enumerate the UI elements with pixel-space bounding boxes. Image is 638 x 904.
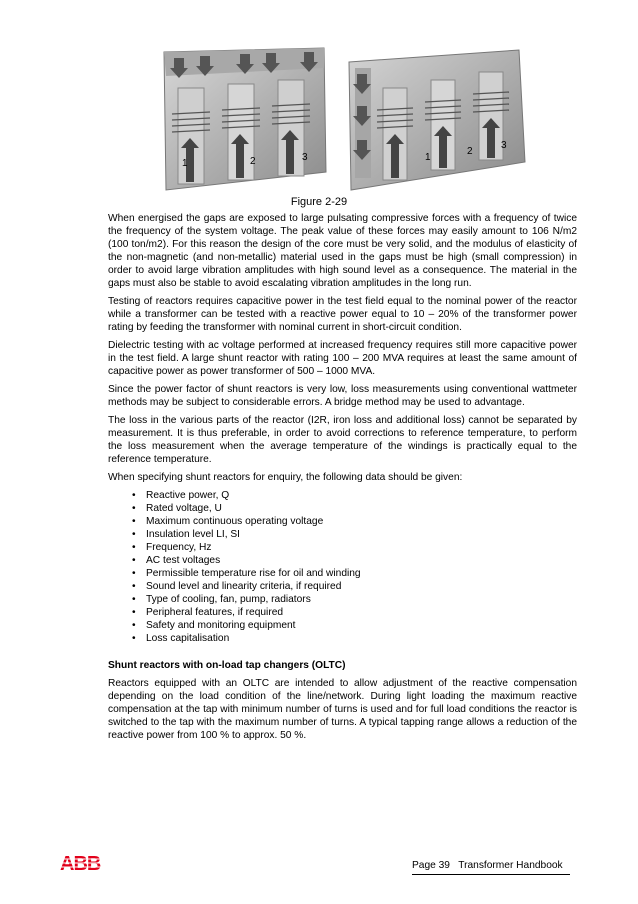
- list-item: • Permissible temperature rise for oil and winding: [146, 567, 577, 580]
- figure-right-label-3: 3: [501, 140, 507, 151]
- list-item: • Maximum continuous operating voltage: [146, 515, 577, 528]
- list-item: • Frequency, Hz: [146, 541, 577, 554]
- paragraph: Testing of reactors requires capacitive power in the test field equal to the nominal power of the reactor while a transformer can be tested with a reactive power equal to 10 – 20% of the transformer power rating by feeding the transformer with nominal current in short-circuit condition.: [108, 296, 577, 333]
- footer-underline: [412, 874, 570, 875]
- section-heading: Shunt reactors with on-load tap changers (OLTC): [108, 660, 346, 671]
- abb-logo-text: ABB: [60, 853, 101, 874]
- list-item: • Insulation level LI, SI: [146, 528, 577, 541]
- document-body: [108, 212, 577, 747]
- figure-caption: Figure 2-29: [290, 196, 348, 208]
- page-number-footer: Page 39 Transformer Handbook: [412, 860, 563, 871]
- paragraph: When specifying shunt reactors for enquiry, the following data should be given:: [108, 472, 463, 483]
- figure-left-label-2: 2: [250, 156, 256, 167]
- list-item: • Peripheral features, if required: [146, 606, 577, 619]
- abb-logo: [60, 852, 108, 874]
- paragraph: Since the power factor of shunt reactors is very low, loss measurements using conventional wattmeter methods may be subject to considerable errors. A bridge method may be used to advantage.: [108, 384, 577, 408]
- reactor-core-figure-right: [343, 44, 529, 194]
- reactor-core-figure-left: [144, 44, 330, 194]
- figure-left-label-1: 1: [182, 158, 188, 169]
- paragraph: The loss in the various parts of the reactor (I2R, iron loss and additional loss) cannot be separated by measurement. It is thus preferable, in order to avoid corrections to reference temperature, to perform the loss measurement when the average temperature of the windings is practically equal to the reference temperature.: [108, 415, 577, 465]
- list-item: • Sound level and linearity criteria, if required: [146, 580, 577, 593]
- paragraph: When energised the gaps are exposed to large pulsating compressive forces with a frequency of twice the frequency of the system voltage. The peak value of these forces may easily amount to 106 N/m2 (100 ton/m2). For this reason the design of the core must be very solid, and the modulus of elasticity of the non-magnetic (and non-metallic) material used in the gaps must be high (small compression) in order to avoid large vibration amplitudes with high sound level as a consequence. The material in the gaps must also be stable to avoid escalating vibration amplitudes in the long run.: [108, 213, 577, 289]
- figure-right-label-1: 1: [425, 152, 431, 163]
- list-item: • Type of cooling, fan, pump, radiators: [146, 593, 577, 606]
- paragraph: Reactors equipped with an OLTC are intended to allow adjustment of the reactive compensation depending on the load condition of the line/network. During light loading the maximum reactive compensation at the tap with minimum number of turns is used and for full load conditions the reactor is switched to the tap with the maximum number of turns. A typical tapping range allows a reduction of the reactive power from 100 % to approx. 50 %.: [108, 678, 577, 741]
- list-item: • Reactive power, Q: [146, 489, 577, 502]
- specification-list: [108, 489, 577, 645]
- list-item: • Rated voltage, U: [146, 502, 577, 515]
- list-item: • Loss capitalisation: [146, 632, 577, 645]
- figure-row: [0, 44, 638, 194]
- paragraph: Dielectric testing with ac voltage performed at increased frequency requires still more capacitive power in the test field. A large shunt reactor with rating 100 – 200 MVA requires at least the same amount of capacitive power as power transformer of 500 – 1000 MVA.: [108, 340, 577, 377]
- figure-right-label-2: 2: [467, 146, 473, 157]
- list-item: • Safety and monitoring equipment: [146, 619, 577, 632]
- figure-left-label-3: 3: [302, 152, 308, 163]
- list-item: • AC test voltages: [146, 554, 577, 567]
